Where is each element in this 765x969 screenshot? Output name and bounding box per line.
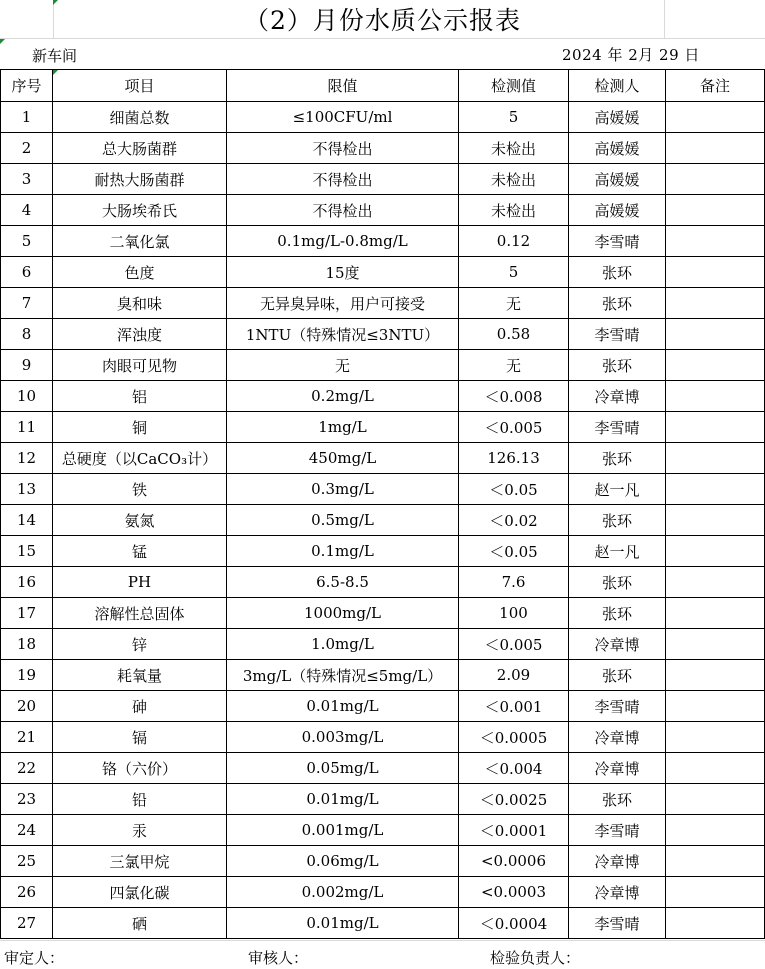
cell-person: 张环 [569,443,666,474]
cell-item: 肉眼可见物 [53,350,227,381]
cell-person: 高媛媛 [569,133,666,164]
table-row [1,567,765,598]
cell-no: 3 [1,164,53,195]
cell-limit: 1000mg/L [227,598,459,629]
cell-note [666,412,765,443]
cell-item: 浑浊度 [53,319,227,350]
approver-label: 审定人： [4,949,65,967]
cell-limit: 450mg/L [227,443,459,474]
cell-limit: 0.05mg/L [227,753,459,784]
cell-value: 未检出 [459,133,569,164]
cell-note [666,815,765,846]
cell-item: 溶解性总固体 [53,598,227,629]
cell-value: ＜0.005 [459,629,569,660]
cell-item: 铅 [53,784,227,815]
signature-footer [0,938,765,969]
table-row [1,350,765,381]
cell-limit: 无 [227,350,459,381]
table-row [1,660,765,691]
cell-no: 16 [1,567,53,598]
cell-person: 高媛媛 [569,195,666,226]
cell-person: 张环 [569,598,666,629]
cell-item: PH [53,567,227,598]
cell-item: 总大肠菌群 [53,133,227,164]
cell-item: 硒 [53,908,227,939]
cell-no: 13 [1,474,53,505]
cell-no: 12 [1,443,53,474]
table-row [1,443,765,474]
cell-note [666,195,765,226]
cell-limit: 不得检出 [227,164,459,195]
cell-item: 大肠埃希氏 [53,195,227,226]
table-row [1,629,765,660]
table-row [1,226,765,257]
cell-value: ＜0.0005 [459,722,569,753]
cell-no: 9 [1,350,53,381]
cell-limit: 不得检出 [227,195,459,226]
cell-person: 张环 [569,784,666,815]
header-person: 检测人 [569,70,666,102]
cell-item: 臭和味 [53,288,227,319]
table-row [1,319,765,350]
cell-note [666,257,765,288]
cell-limit: 0.2mg/L [227,381,459,412]
cell-no: 4 [1,195,53,226]
cell-value: ＜0.05 [459,474,569,505]
cell-limit: ≤100CFU/ml [227,102,459,133]
cell-item: 四氯化碳 [53,877,227,908]
cell-person: 李雪晴 [569,815,666,846]
cell-no: 19 [1,660,53,691]
cell-note [666,660,765,691]
cell-item: 细菌总数 [53,102,227,133]
cell-person: 李雪晴 [569,226,666,257]
cell-value: 0.58 [459,319,569,350]
cell-no: 15 [1,536,53,567]
cell-limit: 6.5-8.5 [227,567,459,598]
table-row [1,102,765,133]
table-row [1,288,765,319]
cell-limit: 1mg/L [227,412,459,443]
cell-note [666,474,765,505]
cell-person: 张环 [569,288,666,319]
reviewer-label: 审核人： [248,949,309,967]
table-row [1,412,765,443]
cell-note [666,102,765,133]
cell-item: 耗氧量 [53,660,227,691]
table-header-row [1,70,765,102]
cell-limit: 0.01mg/L [227,908,459,939]
cell-value: ＜0.001 [459,691,569,722]
cell-person: 李雪晴 [569,691,666,722]
inspector-label: 检验负责人： [490,949,581,967]
cell-item: 铬（六价） [53,753,227,784]
cell-value: 5 [459,102,569,133]
table-row [1,815,765,846]
cell-person: 冷章博 [569,846,666,877]
cell-note [666,598,765,629]
cell-no: 21 [1,722,53,753]
table-row [1,753,765,784]
cell-person: 张环 [569,505,666,536]
cell-note [666,846,765,877]
table-row [1,536,765,567]
cell-person: 张环 [569,257,666,288]
cell-value: ＜0.05 [459,536,569,567]
cell-note [666,133,765,164]
report-date: 2024 年 2月 29 日 [562,46,700,64]
cell-note [666,691,765,722]
cell-value: 无 [459,350,569,381]
cell-note [666,908,765,939]
cell-item: 铜 [53,412,227,443]
table-row [1,505,765,536]
cell-no: 6 [1,257,53,288]
cell-value: ＜0.0025 [459,784,569,815]
cell-no: 18 [1,629,53,660]
cell-value: ＜0.004 [459,753,569,784]
table-row [1,877,765,908]
cell-note [666,722,765,753]
table-row [1,598,765,629]
cell-item: 氨氮 [53,505,227,536]
cell-item: 耐热大肠菌群 [53,164,227,195]
table-row [1,164,765,195]
cell-item: 汞 [53,815,227,846]
cell-no: 26 [1,877,53,908]
cell-note [666,629,765,660]
cell-no: 11 [1,412,53,443]
cell-item: 色度 [53,257,227,288]
cell-value: ＜0.008 [459,381,569,412]
cell-person: 张环 [569,350,666,381]
cell-no: 2 [1,133,53,164]
cell-note [666,319,765,350]
cell-value: 未检出 [459,195,569,226]
cell-note [666,567,765,598]
header-limit: 限值 [227,70,459,102]
cell-value: 未检出 [459,164,569,195]
cell-person: 冷章博 [569,722,666,753]
cell-person: 李雪晴 [569,412,666,443]
cell-item: 锰 [53,536,227,567]
cell-person: 冷章博 [569,381,666,412]
cell-item: 三氯甲烷 [53,846,227,877]
cell-limit: 0.002mg/L [227,877,459,908]
table-row [1,846,765,877]
cell-note [666,164,765,195]
cell-person: 赵一凡 [569,474,666,505]
workshop-name: 新车间 [32,47,78,65]
cell-no: 10 [1,381,53,412]
cell-note [666,381,765,412]
cell-item: 铝 [53,381,227,412]
cell-no: 27 [1,908,53,939]
table-row [1,195,765,226]
cell-person: 张环 [569,567,666,598]
cell-limit: 1NTU（特殊情况≤3NTU） [227,319,459,350]
cell-person: 冷章博 [569,629,666,660]
cell-no: 7 [1,288,53,319]
cell-limit: 无异臭异味，用户可接受 [227,288,459,319]
cell-no: 22 [1,753,53,784]
cell-limit: 15度 [227,257,459,288]
cell-limit: 0.3mg/L [227,474,459,505]
table-row [1,784,765,815]
cell-person: 李雪晴 [569,319,666,350]
cell-note [666,784,765,815]
cell-limit: 1.0mg/L [227,629,459,660]
cell-note [666,536,765,567]
cell-limit: 0.01mg/L [227,784,459,815]
cell-limit: 0.001mg/L [227,815,459,846]
cell-no: 5 [1,226,53,257]
table-row [1,722,765,753]
cell-no: 20 [1,691,53,722]
cell-limit: 3mg/L（特殊情况≤5mg/L） [227,660,459,691]
cell-note [666,505,765,536]
cell-no: 14 [1,505,53,536]
cell-person: 高媛媛 [569,164,666,195]
table-row [1,133,765,164]
cell-item: 镉 [53,722,227,753]
cell-item: 铁 [53,474,227,505]
cell-limit: 不得检出 [227,133,459,164]
cell-limit: 0.5mg/L [227,505,459,536]
report-title: （2）月份水质公示报表 [244,6,521,35]
water-quality-table [0,69,765,939]
cell-no: 1 [1,102,53,133]
cell-value: ＜0.0001 [459,815,569,846]
cell-person: 高媛媛 [569,102,666,133]
header-item: 项目 [53,70,227,102]
cell-person: 冷章博 [569,877,666,908]
cell-value: <0.0003 [459,877,569,908]
cell-note [666,443,765,474]
cell-value: ＜0.0004 [459,908,569,939]
cell-person: 冷章博 [569,753,666,784]
cell-value: 100 [459,598,569,629]
cell-value: 2.09 [459,660,569,691]
table-row [1,691,765,722]
cell-note [666,288,765,319]
table-body [1,102,765,939]
cell-value: 0.12 [459,226,569,257]
cell-note [666,877,765,908]
cell-limit: 0.1mg/L [227,536,459,567]
cell-note [666,226,765,257]
cell-item: 总硬度（以CaCO₃计） [53,443,227,474]
cell-value: <0.0006 [459,846,569,877]
header-value: 检测值 [459,70,569,102]
table-row [1,381,765,412]
cell-no: 25 [1,846,53,877]
cell-no: 23 [1,784,53,815]
cell-limit: 0.01mg/L [227,691,459,722]
cell-value: 126.13 [459,443,569,474]
cell-value: 7.6 [459,567,569,598]
header-note: 备注 [666,70,765,102]
table-row [1,474,765,505]
header-no: 序号 [1,70,53,102]
cell-value: 无 [459,288,569,319]
info-row [0,38,765,69]
cell-value: ＜0.005 [459,412,569,443]
cell-no: 17 [1,598,53,629]
cell-person: 李雪晴 [569,908,666,939]
cell-item: 二氧化氯 [53,226,227,257]
table-row [1,908,765,939]
cell-limit: 0.1mg/L-0.8mg/L [227,226,459,257]
cell-person: 张环 [569,660,666,691]
cell-item: 锌 [53,629,227,660]
cell-value: 5 [459,257,569,288]
cell-note [666,350,765,381]
cell-no: 8 [1,319,53,350]
cell-limit: 0.003mg/L [227,722,459,753]
cell-item: 砷 [53,691,227,722]
cell-note [666,753,765,784]
cell-value: ＜0.02 [459,505,569,536]
cell-person: 赵一凡 [569,536,666,567]
cell-limit: 0.06mg/L [227,846,459,877]
table-row [1,257,765,288]
cell-no: 24 [1,815,53,846]
